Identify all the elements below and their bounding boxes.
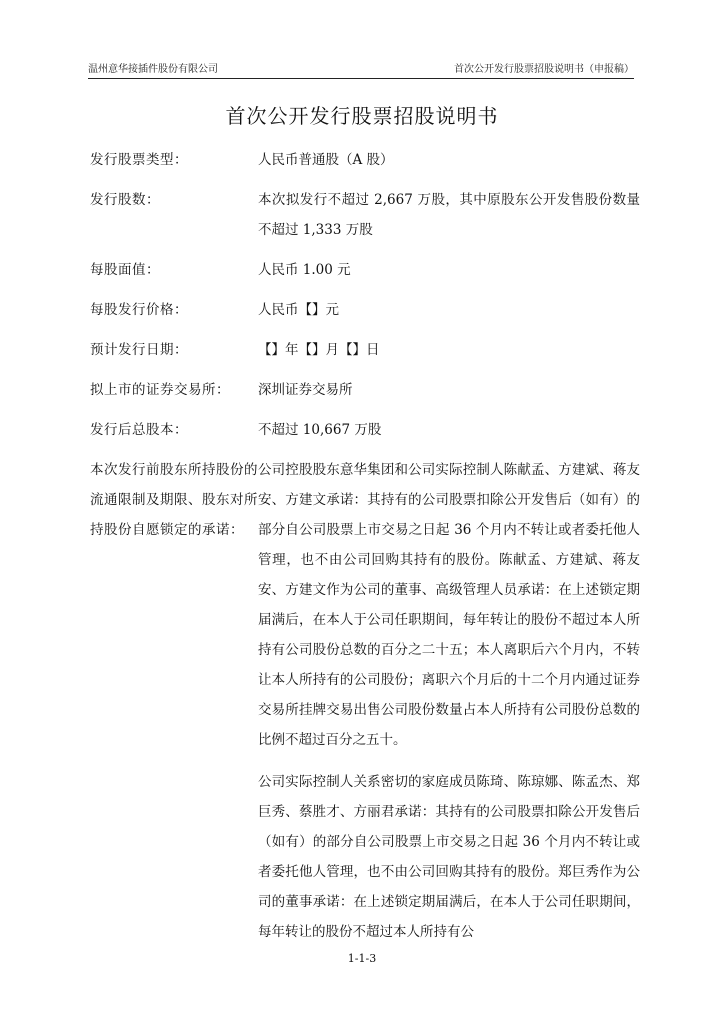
row-value: 人民币普通股（A 股） — [258, 152, 394, 168]
row-value: 人民币【】元 — [258, 302, 339, 318]
lockup-paragraph-2: 公司实际控制人关系密切的家庭成员陈琦、陈琼娜、陈孟杰、郑巨秀、蔡胜才、方丽君承诺：其持有的公司股票扣除公开发售后（如有）的部分自公司股票上市交易之日起 36 个月内不转让或者委托他人管理，也不由公司回购其持有的股份。郑巨秀作为公司的董事承诺：在上述锁定期届满后，在本人于公司任职期间，每年转让的股份不超过本人所持有公 — [258, 774, 640, 940]
header-company: 温州意华接插件股份有限公司 — [88, 64, 218, 75]
row-value: 【】年【】月【】日 — [258, 342, 380, 358]
row-label: 预计发行日期： — [90, 342, 188, 358]
row-stock-type — [90, 145, 640, 175]
page-number: 1-1-3 — [347, 952, 377, 965]
row-label: 每股发行价格： — [90, 302, 188, 318]
lockup-paragraph-1: 公司控股股东意华集团和公司实际控制人陈献孟、方建斌、蒋友安、方建文承诺：其持有的公司股票扣除公开发售后（如有）的部分自公司股票上市交易之日起 36 个月内不转让或者委托他人管理，也不由公司回购其持有的股份。陈献孟、方建斌、蒋友安、方建文作为公司的董事、高级管理人员承诺：在上述锁定期届满后，在本人于公司任职期间，每年转让的股份不超过本人所持有公司股份总数的百分之二十五；本人离职后六个月内，不转让本人所持有的公司股份；离职六个月后的十二个月内通过证券交易所挂牌交易出售公司股份数量占本人所持有公司股份总数的比例不超过百分之五十。 — [258, 462, 640, 748]
row-share-count — [90, 185, 640, 245]
row-value: 深圳证券交易所 — [258, 382, 353, 398]
offering-info-table — [90, 145, 640, 957]
row-lockup-commitment — [90, 455, 640, 947]
row-value: 不超过 10,667 万股 — [258, 422, 382, 438]
row-label: 每股面值： — [90, 262, 160, 278]
header-doc-title: 首次公开发行股票招股说明书（申报稿） — [454, 64, 634, 75]
row-issue-price — [90, 295, 640, 325]
row-label: 发行股票类型： — [90, 152, 188, 168]
row-value: 本次拟发行不超过 2,667 万股，其中原股东公开发售股份数量不超过 1,333 万股 — [258, 192, 640, 238]
row-value: 人民币 1.00 元 — [258, 262, 351, 278]
row-value — [258, 455, 640, 947]
row-label: 发行后总股本： — [90, 422, 188, 438]
row-label: 发行股数： — [90, 192, 160, 208]
row-total-shares — [90, 415, 640, 445]
document-title: 首次公开发行股票招股说明书 — [225, 104, 499, 128]
row-exchange — [90, 375, 640, 405]
row-issue-date — [90, 335, 640, 365]
row-label: 本次发行前股东所持股份的流通限制及期限、股东对所持股份自愿锁定的承诺： — [90, 462, 258, 538]
page-header — [88, 60, 634, 79]
row-label: 拟上市的证券交易所： — [90, 382, 230, 398]
row-par-value — [90, 255, 640, 285]
